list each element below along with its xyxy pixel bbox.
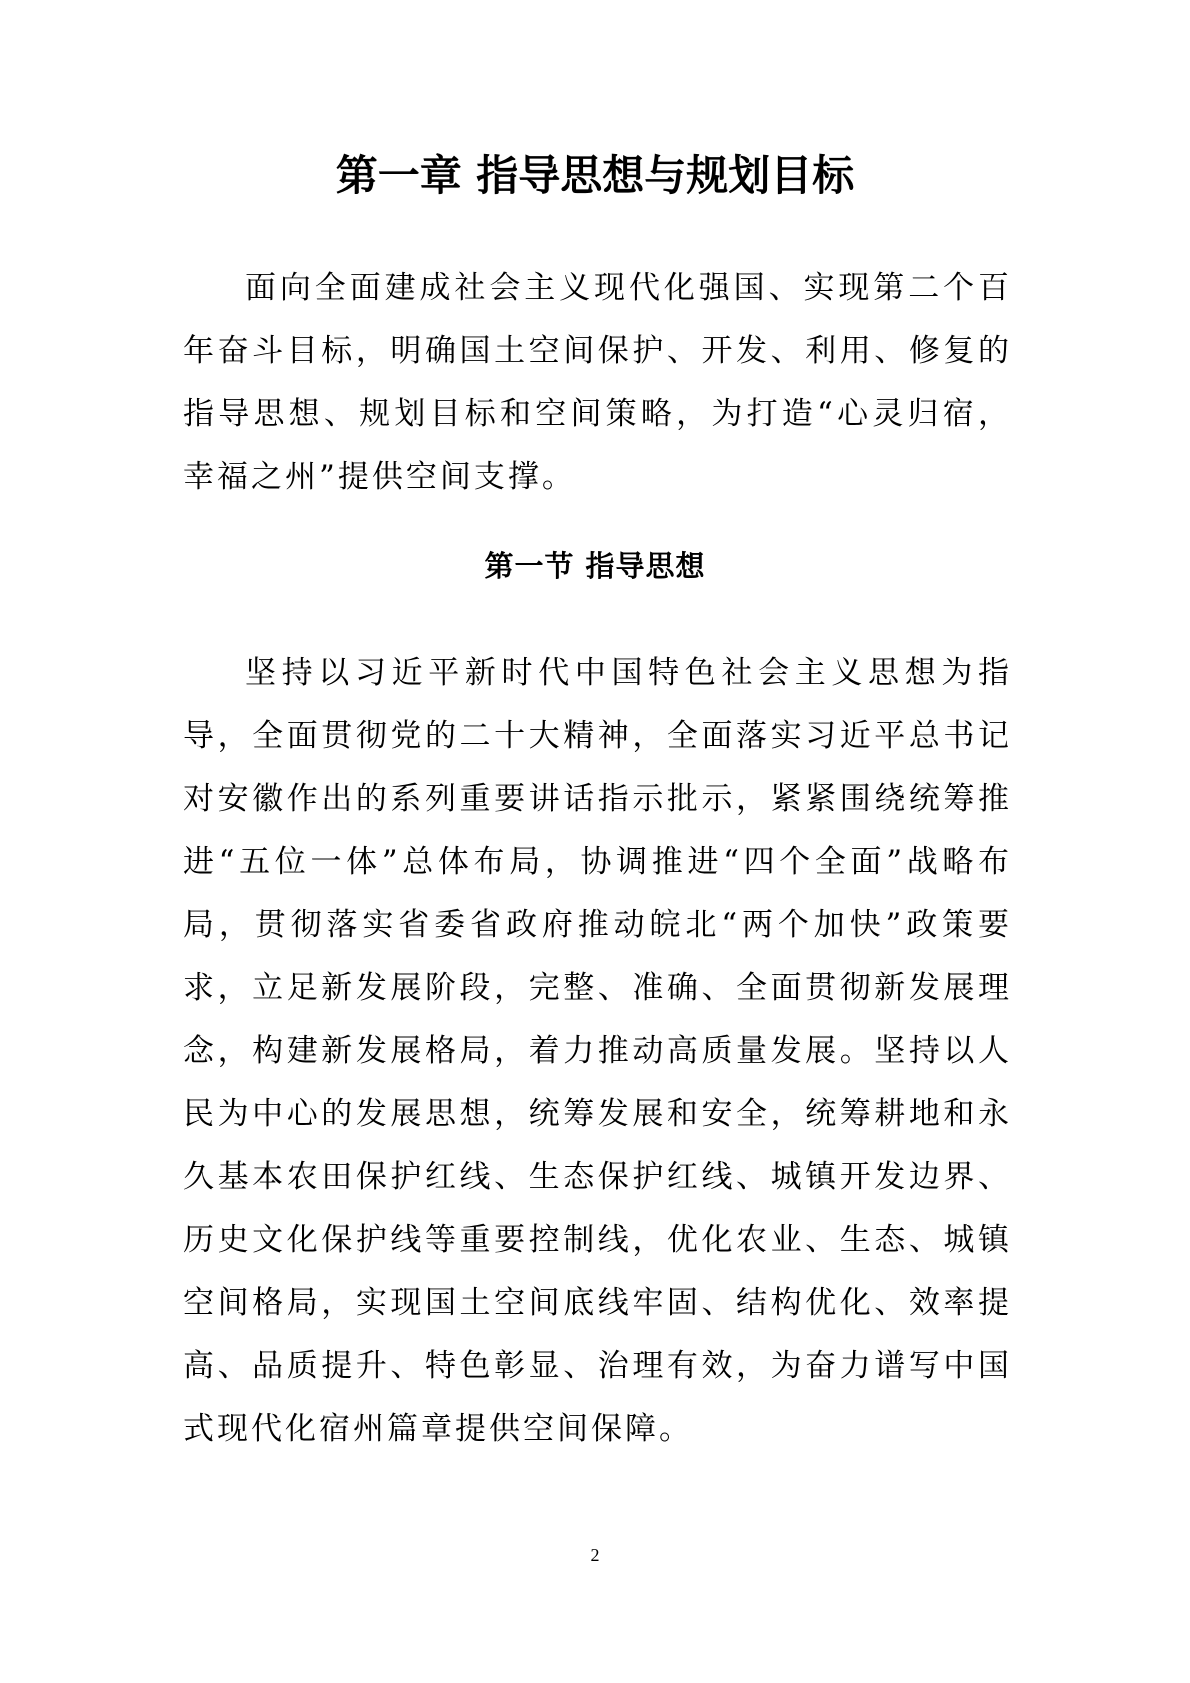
section-title: 第一节 指导思想 (484, 549, 706, 583)
page-number: 2 (590, 1545, 600, 1565)
intro-paragraph: 面向全面建成社会主义现代化强国、实现第二个百年奋斗目标，明确国土空间保护、开发、利用、修复的指导思想、规划目标和空间策略，为打造“心灵归宿，幸福之州”提供空间支撑。 (183, 270, 1012, 495)
chapter-title: 第一章 指导思想与规划目标 (335, 151, 855, 200)
section-paragraph: 坚持以习近平新时代中国特色社会主义思想为指导，全面贯彻党的二十大精神，全面落实习近平总书记对安徽作出的系列重要讲话指示批示，紧紧围绕统筹推进“五位一体”总体布局，协调推进“四个全面”战略布局，贯彻落实省委省政府推动皖北“两个加快”政策要求，立足新发展阶段，完整、准确、全面贯彻新发展理念，构建新发展格局，着力推动高质量发展。坚持以人民为中心的发展思想，统筹发展和安全，统筹耕地和永久基本农田保护红线、生态保护红线、城镇开发边界、历史文化保护线等重要控制线，优化农业、生态、城镇空间格局，实现国土空间底线牢固、结构优化、效率提高、品质提升、特色彰显、治理有效，为奋力谱写中国式现代化宿州篇章提供空间保障。 (183, 655, 1012, 1447)
